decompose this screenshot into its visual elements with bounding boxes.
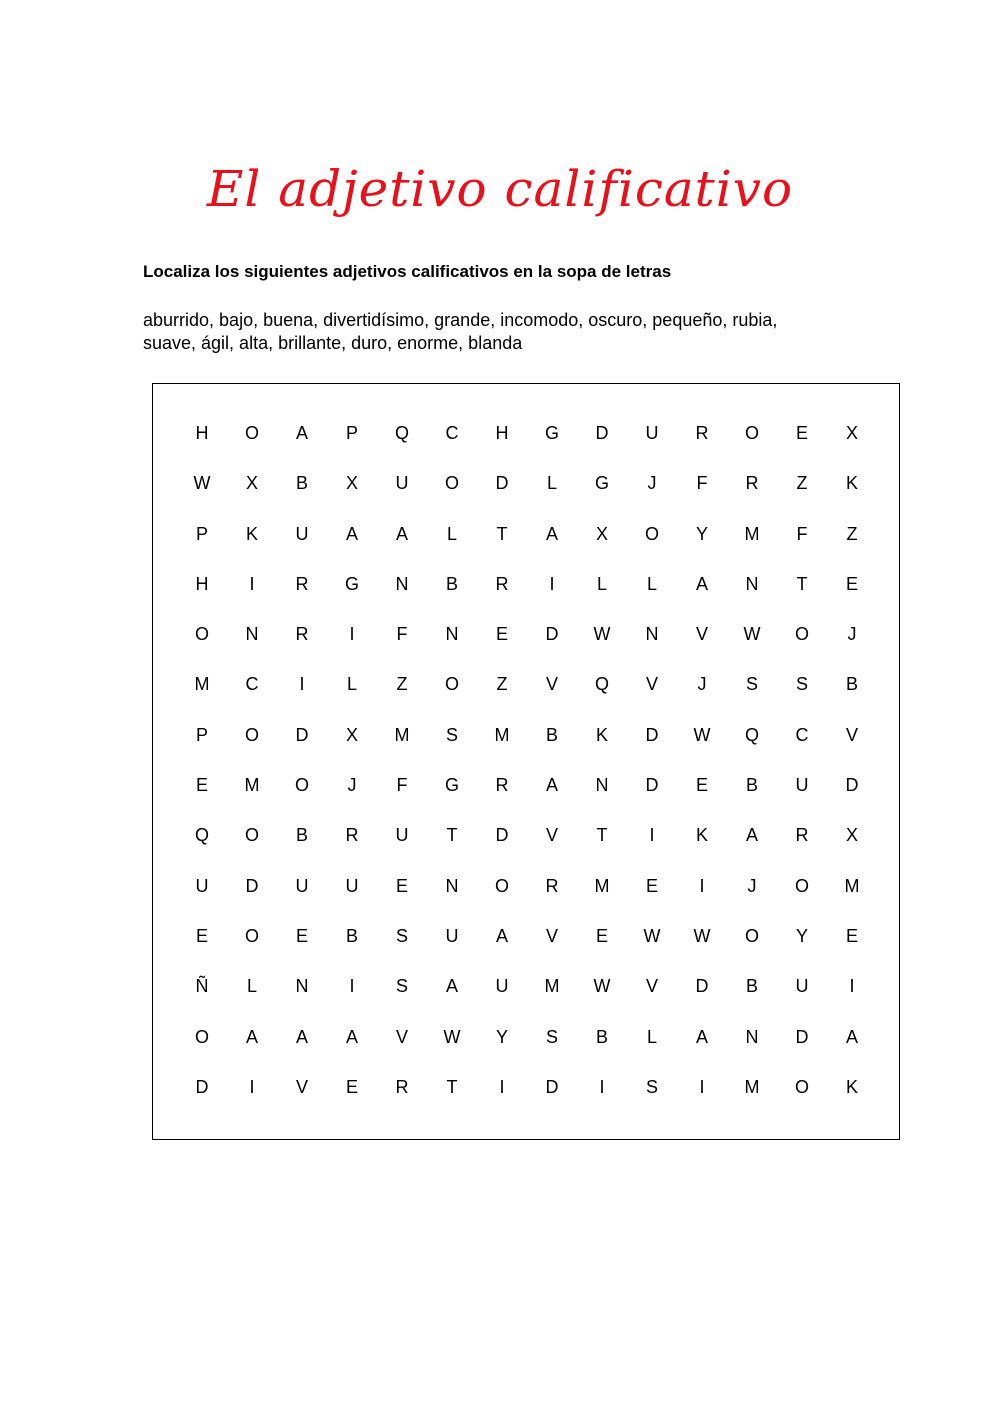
word-list	[143, 309, 883, 355]
grid-cell[interactable]: E	[845, 573, 858, 594]
grid-cell[interactable]: C	[795, 724, 809, 745]
grid-cell[interactable]: B	[745, 976, 758, 997]
grid-cell[interactable]: O	[794, 875, 809, 896]
grid-cell[interactable]: J	[697, 674, 707, 695]
grid-cell[interactable]: B	[545, 724, 558, 745]
grid-cell[interactable]: M	[844, 875, 860, 896]
grid-cell[interactable]: A	[395, 523, 408, 544]
grid-cell[interactable]: N	[745, 573, 759, 594]
grid-cell[interactable]: D	[545, 624, 559, 645]
grid-cell[interactable]: D	[545, 1076, 559, 1097]
grid-cell[interactable]: U	[295, 523, 309, 544]
grid-cell[interactable]: K	[845, 1076, 858, 1097]
grid-cell[interactable]: A	[545, 523, 558, 544]
grid-cell[interactable]: M	[394, 724, 410, 745]
grid-cell[interactable]: Z	[496, 674, 508, 695]
grid-cell[interactable]: Z	[846, 523, 858, 544]
word-search-box	[152, 383, 900, 1140]
grid-cell[interactable]: A	[445, 976, 458, 997]
grid-cell[interactable]: D	[495, 825, 509, 846]
grid-cell[interactable]: O	[444, 473, 459, 494]
grid-cell[interactable]: S	[395, 925, 408, 946]
grid-cell[interactable]: U	[445, 925, 459, 946]
grid-cell[interactable]: W	[443, 1026, 461, 1047]
grid-cell[interactable]: I	[699, 1076, 705, 1097]
grid-cell[interactable]: T	[496, 523, 508, 544]
grid-cell[interactable]: U	[495, 976, 509, 997]
grid-cell[interactable]: D	[645, 775, 659, 796]
grid-cell[interactable]: J	[847, 624, 857, 645]
grid-cell[interactable]: M	[544, 976, 560, 997]
grid-cell[interactable]: Z	[396, 674, 408, 695]
grid-cell[interactable]: B	[445, 573, 458, 594]
grid-cell[interactable]: G	[544, 423, 559, 443]
grid-cell[interactable]: E	[845, 925, 858, 946]
grid-cell[interactable]: N	[445, 624, 459, 645]
grid-cell[interactable]: M	[744, 523, 760, 544]
grid-cell[interactable]: X	[845, 423, 858, 443]
grid-cell[interactable]: W	[693, 925, 711, 946]
grid-cell[interactable]: W	[593, 976, 611, 997]
grid-cell[interactable]: N	[445, 875, 459, 896]
grid-cell[interactable]: D	[495, 473, 509, 494]
word-search-grid	[177, 408, 877, 1112]
grid-cell[interactable]: L	[596, 573, 607, 594]
grid-cell[interactable]: F	[396, 624, 408, 645]
grid-cell[interactable]: K	[595, 724, 608, 745]
grid-cell[interactable]: O	[794, 624, 809, 645]
grid-cell[interactable]: M	[244, 775, 260, 796]
grid-cell[interactable]: A	[545, 775, 558, 796]
word-list-line-1: aburrido, bajo, buena, divertidísimo, grande, incomodo, oscuro, pequeño, rubia,	[143, 310, 778, 330]
grid-cell[interactable]: O	[244, 925, 259, 946]
grid-cell[interactable]: K	[245, 523, 258, 544]
grid-cell[interactable]: I	[849, 976, 855, 997]
grid-cell[interactable]: E	[495, 624, 508, 645]
grid-cell[interactable]: T	[446, 825, 458, 846]
grid-cell[interactable]: R	[495, 573, 509, 594]
grid-cell[interactable]: M	[494, 724, 510, 745]
instruction-text: Localiza los siguientes adjetivos calificativos en la sopa de letras	[143, 262, 672, 281]
grid-cell[interactable]: Q	[744, 724, 759, 745]
grid-cell[interactable]: J	[647, 473, 657, 494]
grid-cell[interactable]: O	[744, 423, 759, 443]
grid-cell[interactable]: E	[795, 423, 808, 443]
grid-cell[interactable]: S	[445, 724, 458, 745]
grid-cell[interactable]: N	[645, 624, 659, 645]
grid-cell[interactable]: Y	[695, 523, 708, 544]
grid-cell[interactable]: E	[345, 1076, 358, 1097]
grid-cell[interactable]: R	[745, 473, 759, 494]
word-list-line-2: suave, ágil, alta, brillante, duro, enorme, blanda	[143, 333, 523, 353]
grid-cell[interactable]: K	[845, 473, 858, 494]
grid-cell[interactable]: M	[194, 674, 210, 695]
grid-cell[interactable]: E	[645, 875, 658, 896]
grid-cell[interactable]: P	[345, 423, 358, 443]
grid-cell[interactable]: D	[795, 1026, 809, 1047]
grid-cell[interactable]: A	[695, 573, 708, 594]
grid-cell[interactable]: I	[649, 825, 655, 846]
grid-cell[interactable]: Q	[394, 423, 409, 443]
grid-cell[interactable]: N	[595, 775, 609, 796]
grid-cell[interactable]: W	[193, 473, 211, 494]
grid-cell[interactable]: L	[246, 976, 257, 997]
grid-cell[interactable]: U	[795, 976, 809, 997]
grid-cell[interactable]: S	[795, 674, 808, 695]
grid-cell[interactable]: L	[346, 674, 357, 695]
grid-cell[interactable]: F	[796, 523, 808, 544]
grid-cell[interactable]: W	[593, 624, 611, 645]
grid-cell[interactable]: D	[695, 976, 709, 997]
grid-cell[interactable]: Ñ	[195, 976, 209, 997]
grid-cell[interactable]: R	[495, 775, 509, 796]
grid-cell[interactable]: P	[195, 724, 208, 745]
grid-cell[interactable]: W	[693, 724, 711, 745]
grid-cell[interactable]: G	[344, 573, 359, 594]
grid-cell[interactable]: E	[195, 775, 208, 796]
grid-cell[interactable]: B	[295, 473, 308, 494]
grid-cell[interactable]: R	[295, 624, 309, 645]
grid-cell[interactable]: T	[796, 573, 808, 594]
grid-cell[interactable]: U	[395, 825, 409, 846]
grid-cell[interactable]: E	[395, 875, 408, 896]
grid-cell[interactable]: T	[446, 1076, 458, 1097]
grid-cell[interactable]: T	[596, 825, 608, 846]
grid-cell[interactable]: A	[745, 825, 758, 846]
grid-cell[interactable]: O	[294, 775, 309, 796]
grid-cell[interactable]: B	[345, 925, 358, 946]
grid-cell[interactable]: U	[395, 473, 409, 494]
grid-cell[interactable]: I	[249, 1076, 255, 1097]
grid-cell[interactable]: D	[295, 724, 309, 745]
grid-cell[interactable]: F	[396, 775, 408, 796]
grid-cell[interactable]: N	[395, 573, 409, 594]
grid-cell[interactable]: R	[345, 825, 359, 846]
grid-cell[interactable]: V	[295, 1076, 308, 1097]
grid-cell[interactable]: O	[744, 925, 759, 946]
grid-cell[interactable]: O	[194, 624, 209, 645]
grid-cell[interactable]: B	[595, 1026, 608, 1047]
grid-cell[interactable]: X	[595, 523, 608, 544]
grid-cell[interactable]: U	[345, 875, 359, 896]
grid-cell[interactable]: E	[295, 925, 308, 946]
grid-cell[interactable]: O	[194, 1026, 209, 1047]
grid-cell[interactable]: F	[696, 473, 708, 494]
grid-cell[interactable]: E	[695, 775, 708, 796]
grid-cell[interactable]: A	[295, 423, 308, 443]
grid-cell[interactable]: D	[645, 724, 659, 745]
grid-cell[interactable]: X	[845, 825, 858, 846]
grid-cell[interactable]: I	[299, 674, 305, 695]
grid-cell[interactable]: M	[594, 875, 610, 896]
grid-cell[interactable]: X	[345, 473, 358, 494]
grid-cell[interactable]: U	[795, 775, 809, 796]
grid-cell[interactable]: Y	[495, 1026, 508, 1047]
grid-cell[interactable]: A	[695, 1026, 708, 1047]
grid-cell[interactable]: V	[695, 624, 708, 645]
grid-cell[interactable]: A	[245, 1026, 258, 1047]
grid-cell[interactable]: I	[349, 624, 355, 645]
grid-cell[interactable]: Z	[796, 473, 808, 494]
grid-cell[interactable]: X	[245, 473, 258, 494]
grid-cell[interactable]: L	[646, 1026, 657, 1047]
grid-cell[interactable]: U	[195, 875, 209, 896]
grid-cell[interactable]: O	[644, 523, 659, 544]
grid-cell[interactable]: V	[395, 1026, 408, 1047]
grid-cell[interactable]: O	[494, 875, 509, 896]
grid-cell[interactable]: I	[349, 976, 355, 997]
grid-cell[interactable]: V	[545, 925, 558, 946]
grid-cell[interactable]: J	[347, 775, 357, 796]
grid-cell[interactable]: G	[594, 473, 609, 494]
grid-cell[interactable]: I	[699, 875, 705, 896]
grid-cell[interactable]: H	[495, 423, 509, 443]
grid-cell[interactable]: K	[695, 825, 708, 846]
grid-cell[interactable]: O	[244, 825, 259, 846]
grid-cell[interactable]: A	[845, 1026, 858, 1047]
grid-cell[interactable]: C	[445, 423, 459, 443]
grid-cell[interactable]: Q	[194, 825, 209, 846]
grid-cell[interactable]: D	[845, 775, 859, 796]
grid-cell[interactable]: Q	[594, 674, 609, 695]
grid-cell[interactable]: R	[295, 573, 309, 594]
grid-cell[interactable]: V	[845, 724, 858, 745]
grid-cell[interactable]: H	[195, 423, 209, 443]
grid-cell[interactable]: L	[546, 473, 557, 494]
grid-cell[interactable]: I	[249, 573, 255, 594]
grid-cell[interactable]: H	[195, 573, 209, 594]
grid-cell[interactable]: X	[345, 724, 358, 745]
grid-cell[interactable]: J	[747, 875, 757, 896]
grid-cell[interactable]: A	[345, 523, 358, 544]
grid-cell[interactable]: D	[195, 1076, 209, 1097]
grid-cell[interactable]: A	[345, 1026, 358, 1047]
grid-cell[interactable]: N	[295, 976, 309, 997]
grid-cell[interactable]: R	[395, 1076, 409, 1097]
grid-cell[interactable]: O	[794, 1076, 809, 1097]
grid-cell[interactable]: A	[295, 1026, 308, 1047]
grid-cell[interactable]: V	[645, 674, 658, 695]
grid-cell[interactable]: O	[244, 724, 259, 745]
grid-cell[interactable]: R	[545, 875, 559, 896]
grid-cell[interactable]: I	[549, 573, 555, 594]
grid-cell[interactable]: O	[444, 674, 459, 695]
grid-cell[interactable]: E	[595, 925, 608, 946]
grid-cell[interactable]: A	[495, 925, 508, 946]
grid-cell[interactable]: W	[743, 624, 761, 645]
grid-cell[interactable]: S	[545, 1026, 558, 1047]
grid-cell[interactable]: D	[595, 423, 609, 443]
grid-cell[interactable]: C	[245, 674, 259, 695]
grid-cell[interactable]: D	[245, 875, 259, 896]
grid-cell[interactable]: R	[695, 423, 709, 443]
grid-cell[interactable]: L	[446, 523, 457, 544]
grid-cell[interactable]: R	[795, 825, 809, 846]
grid-cell[interactable]: S	[395, 976, 408, 997]
grid-cell[interactable]: B	[845, 674, 858, 695]
grid-cell[interactable]: S	[745, 674, 758, 695]
grid-cell[interactable]: Y	[795, 925, 808, 946]
grid-cell[interactable]: I	[499, 1076, 505, 1097]
grid-cell[interactable]: M	[744, 1076, 760, 1097]
grid-cell[interactable]: V	[645, 976, 658, 997]
grid-cell[interactable]: E	[195, 925, 208, 946]
grid-cell[interactable]: N	[245, 624, 259, 645]
grid-cell[interactable]: U	[645, 423, 659, 443]
grid-cell[interactable]: B	[295, 825, 308, 846]
grid-cell[interactable]: P	[195, 523, 208, 544]
page-title: El adjetivo calificativo	[206, 160, 794, 218]
grid-cell[interactable]: B	[745, 775, 758, 796]
grid-cell[interactable]: N	[745, 1026, 759, 1047]
grid-cell[interactable]: O	[244, 423, 259, 443]
grid-cell[interactable]: V	[545, 674, 558, 695]
grid-cell[interactable]: V	[545, 825, 558, 846]
grid-cell[interactable]: G	[444, 775, 459, 796]
grid-cell[interactable]: I	[599, 1076, 605, 1097]
grid-cell[interactable]: W	[643, 925, 661, 946]
grid-cell[interactable]: L	[646, 573, 657, 594]
grid-cell[interactable]: S	[645, 1076, 658, 1097]
grid-cell[interactable]: U	[295, 875, 309, 896]
